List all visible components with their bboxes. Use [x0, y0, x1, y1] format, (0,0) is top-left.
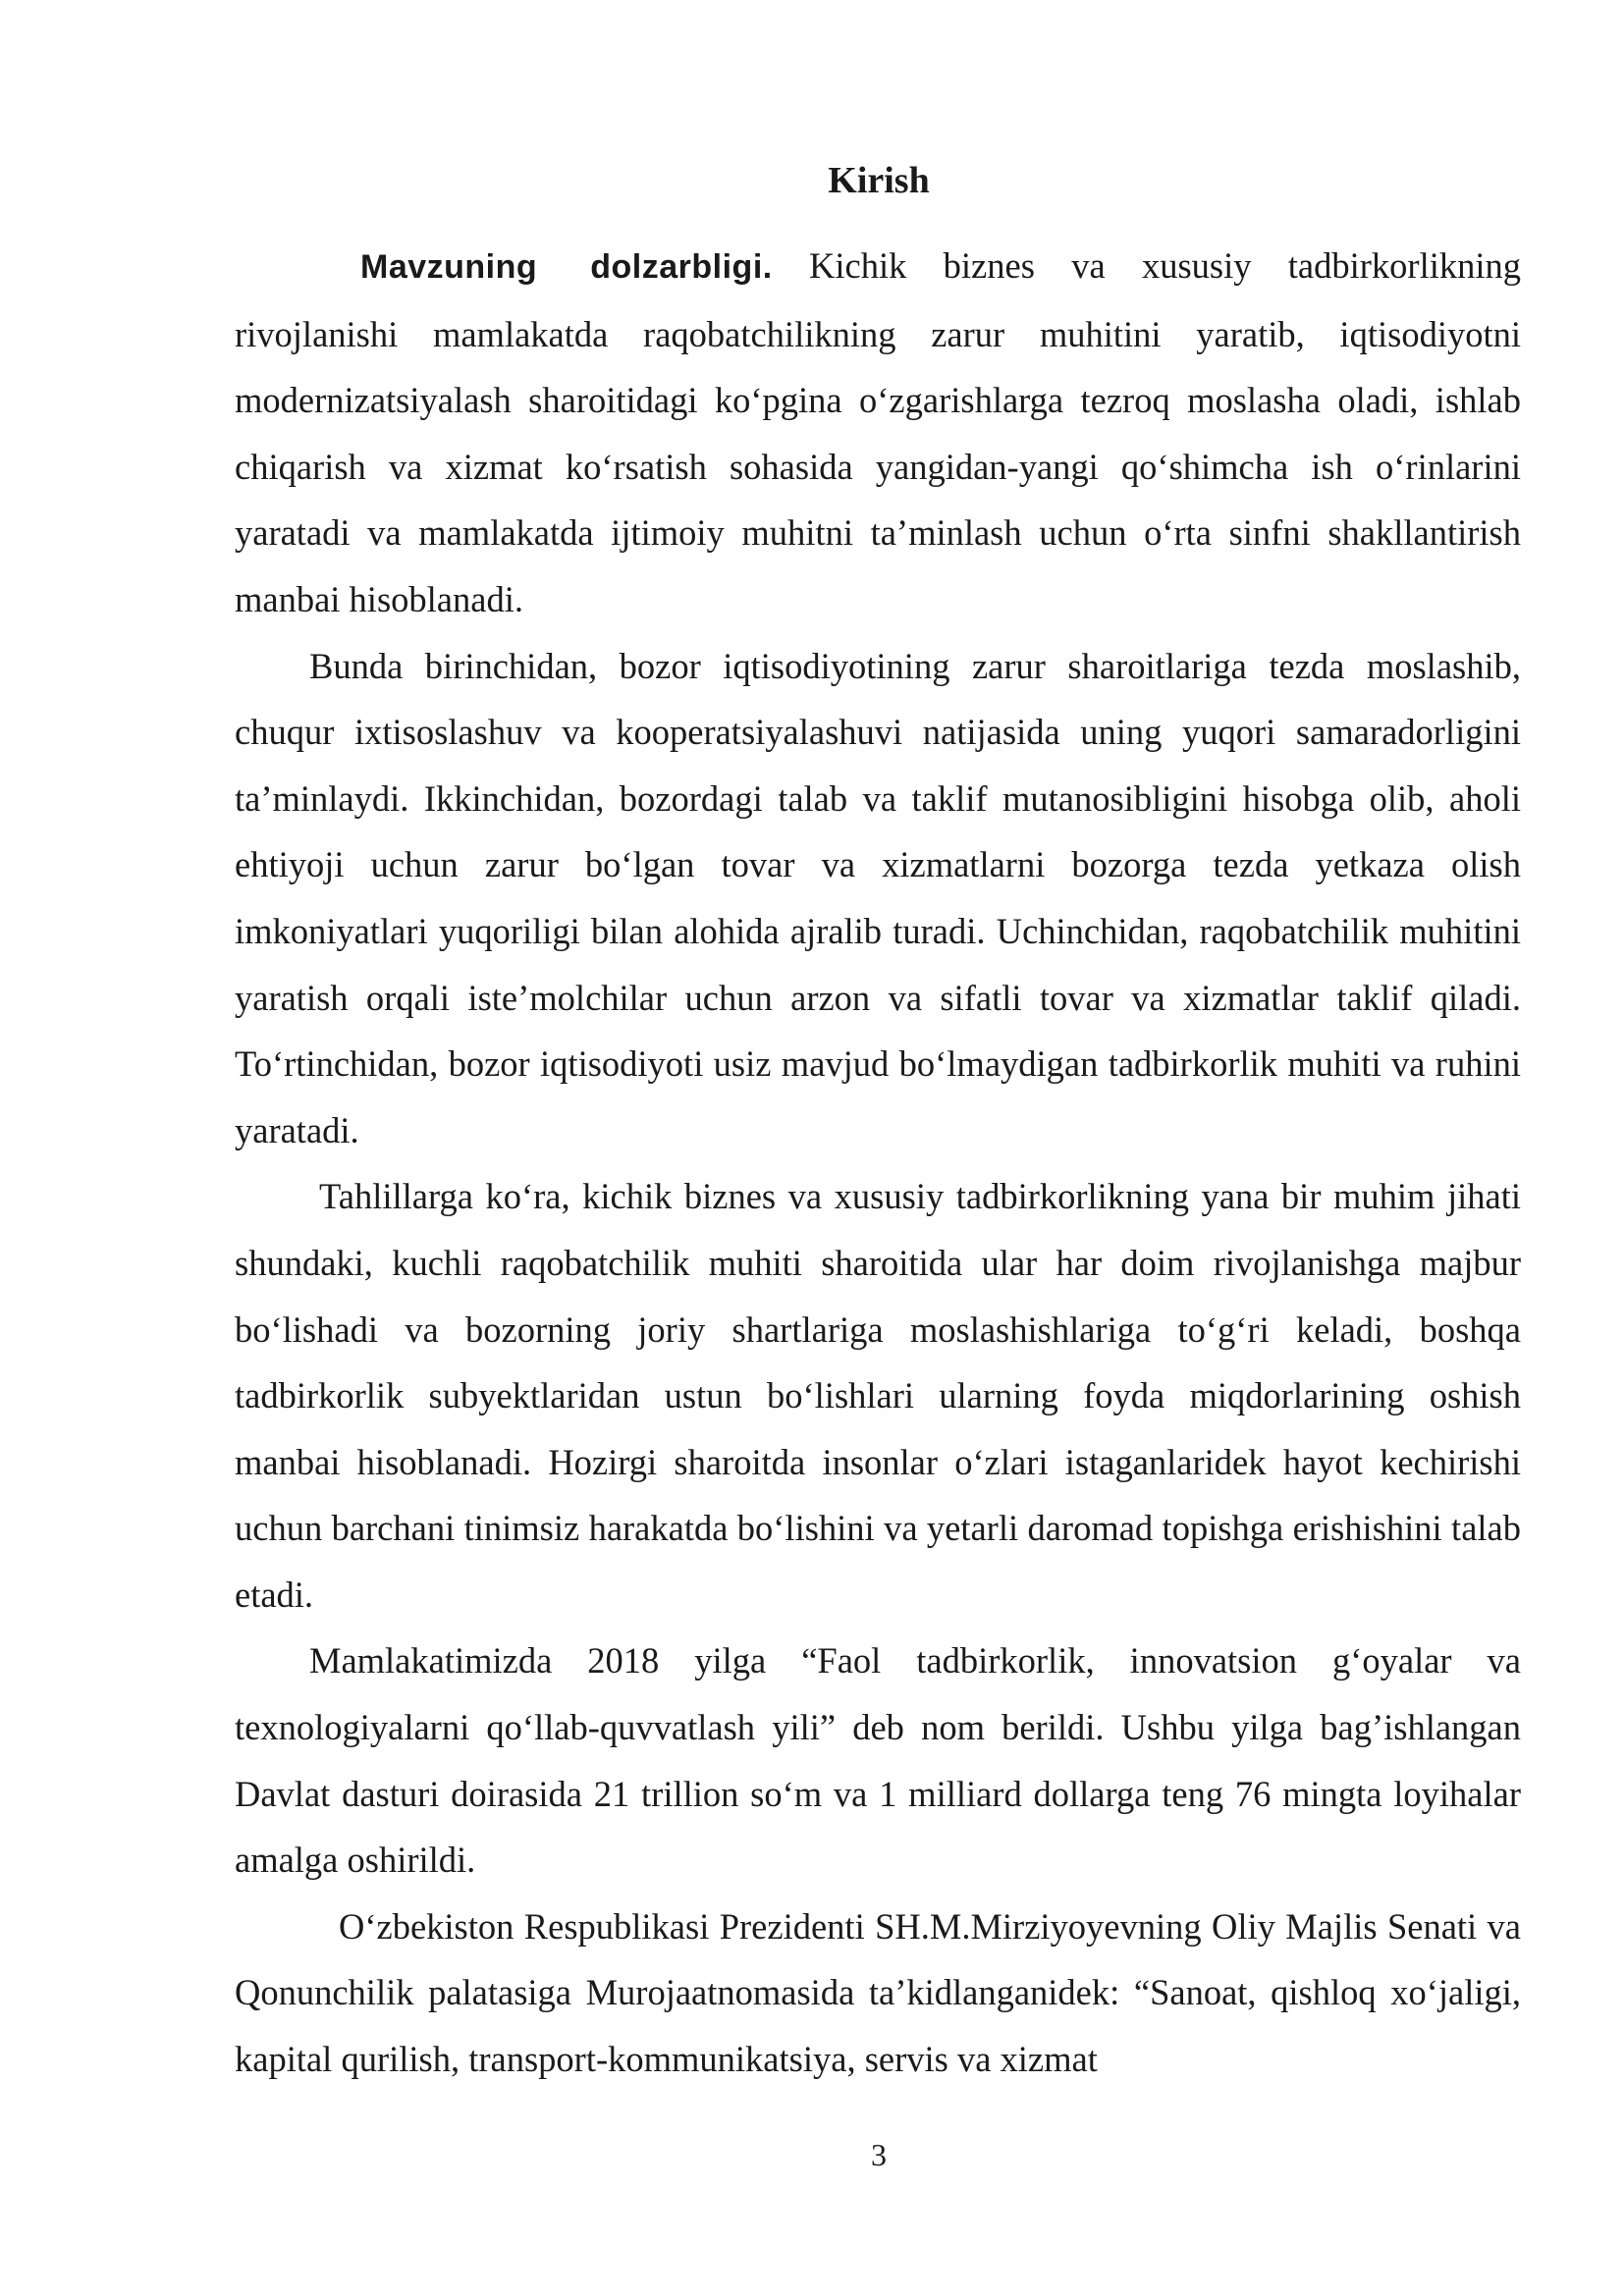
paragraph-advantages: Bunda birinchidan, bozor iqtisodiyotining zarur sharoitlariga tezda moslashib, chuqur ixtisoslashuv va kooperatsiyalashuvi natijasida uning yuqori samaradorligini ta’minlaydi. Ikkinchidan, bozordagi talab va taklif mutanosibligini hisobga olib, aholi ehtiyoji uchun zarur bo‘lgan tovar va xizmatlarni bozorga tezda yetkaza olish imkoniyatlari yuqoriligi bilan alohida ajralib turadi. Uchinchidan, raqobatchilik muhitini yaratish orqali iste’molchilar uchun arzon va sifatli tovar va xizmatlar taklif qiladi. To‘rtinchidan, bozor iqtisodiyoti usiz mavjud bo‘lmaydigan tadbirkorlik muhiti va ruhini yaratadi.: [235, 645, 1521, 1150]
paragraph-year-2018: Mamlakatimizda 2018 yilga “Faol tadbirkorlik, innovatsion g‘oyalar va texnologiyalarni qo‘llab-quvvatlash yili” deb nom berildi. Ushbu yilga bag’ishlangan Davlat dasturi doirasida 21 trillion so‘m va 1 milliard dollarga teng 76 mingta loyihalar amalga oshirildi.: [235, 1640, 1521, 1881]
page-title: Kirish: [828, 160, 930, 201]
paragraph-lead-heading: Mavzuning dolzarbligi.: [360, 248, 773, 286]
page-number: 3: [871, 2137, 887, 2172]
paragraph-relevance: [235, 233, 1521, 633]
document-body: [235, 233, 1521, 2093]
paragraph-analysis: Tahlillarga ko‘ra, kichik biznes va xususiy tadbirkorlikning yana bir muhim jihati shundaki, kuchli raqobatchilik muhiti sharoitida ular har doim rivojlanishga majbur bo‘lishadi va bozorning joriy shartlariga moslashishlariga to‘g‘ri keladi, boshqa tadbirkorlik subyektlaridan ustun bo‘lishlari ularning foyda miqdorlarining oshish manbai hisoblanadi. Hozirgi sharoitda insonlar o‘zlari istaganlaridek hayot kechirishi uchun barchani tinimsiz harakatda bo‘lishini va yetarli daromad topishga erishishini talab etadi.: [235, 1176, 1521, 1615]
paragraph-president-address: O‘zbekiston Respublikasi Prezidenti SH.M.Mirziyoyevning Oliy Majlis Senati va Qonunchilik palatasiga Murojaatnomasida ta’kidlanganidek: “Sanoat, qishloq xo‘jaligi, kapital qurilish, transport-kommunikatsiya, servis va xizmat: [235, 1905, 1521, 2080]
paragraph-text: Kichik biznes va xususiy tadbirkorlikning rivojlanishi mamlakatda raqobatchilikning zarur muhitini yaratib, iqtisodiyotni modernizatsiyalash sharoitidagi ko‘pgina o‘zgarishlarga tezroq moslasha oladi, ishlab chiqarish va xizmat ko‘rsatish sohasida yangidan-yangi qo‘shimcha ish o‘rinlarini yaratadi va mamlakatda ijtimoiy muhitni ta’minlash uchun o‘rta sinfni shakllantirish manbai hisoblanadi.: [235, 245, 1521, 619]
